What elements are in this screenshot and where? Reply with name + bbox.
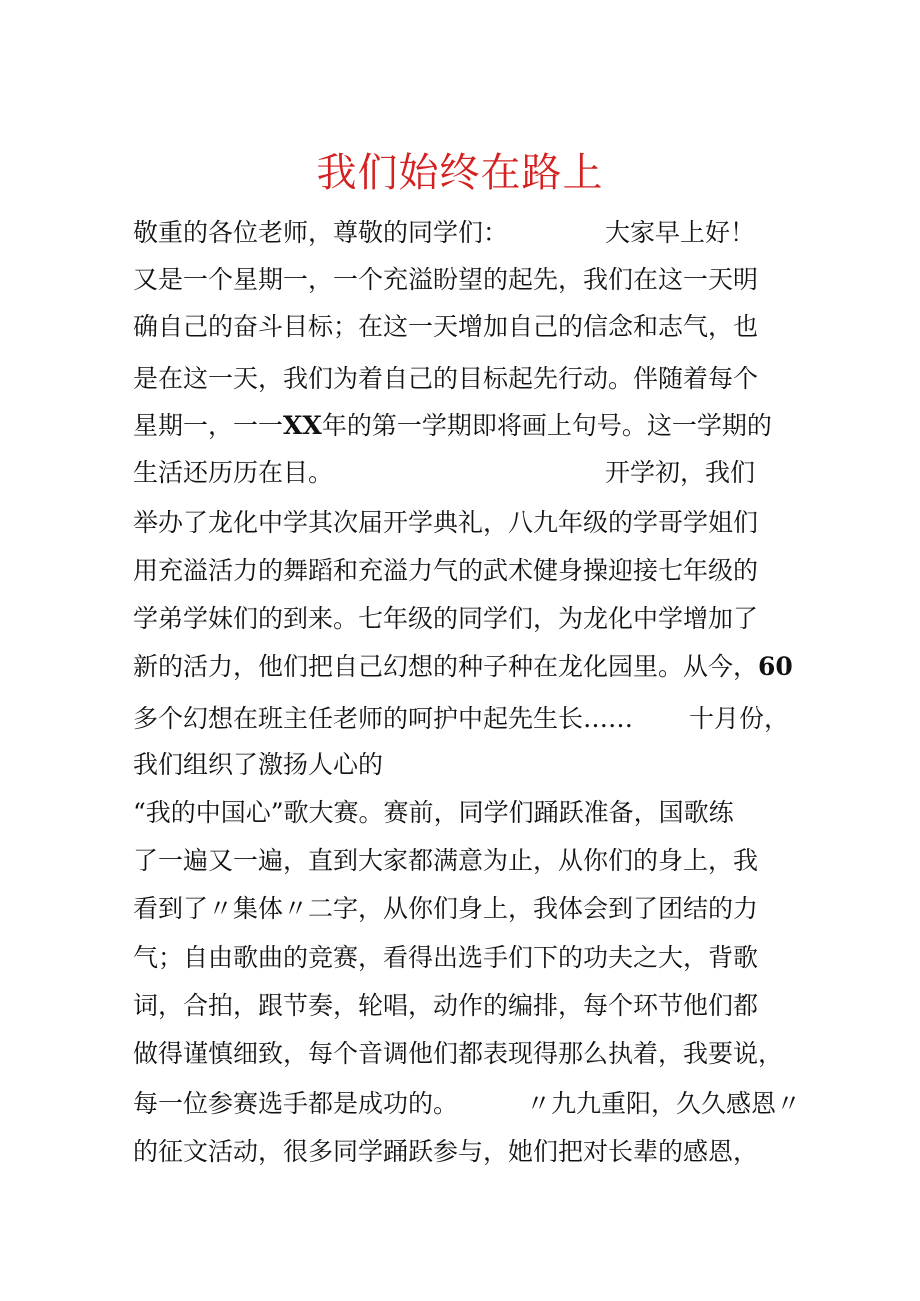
line-text: 词，合拍，跟节奏，轮唱，动作的编排，每个环节他们都 <box>133 991 759 1020</box>
paragraph-line <box>133 361 758 397</box>
line-text: 新的活力，他们把自己幻想的种子种在龙化园里。从今， <box>133 652 759 681</box>
line-text: 我们组织了激扬人心的 <box>133 750 384 779</box>
document-title: 我们始终在路上 <box>316 150 604 196</box>
line-text: 举办了龙化中学其次届开学典礼，八九年级的学哥学姐们 <box>133 508 759 537</box>
paragraph-line <box>133 408 772 444</box>
line-text: 的征文活动，很多同学踊跃参与，她们把对长辈的感恩， <box>133 1137 759 1166</box>
line-text: 又是一个星期一，一个充溢盼望的起先，我们在这一天明 <box>133 265 759 294</box>
line-text: 每一位参赛选手都是成功的。 <box>133 1089 459 1118</box>
line-text: 学弟学妹们的到来。七年级的同学们，为龙化中学增加了 <box>133 604 759 633</box>
paragraph-line <box>133 843 758 879</box>
line-text: 敬重的各位老师，尊敬的同学们： <box>133 218 509 247</box>
paragraph-line <box>133 1036 783 1072</box>
line-text: 用充溢活力的舞蹈和充溢力气的武术健身操迎接七年级的 <box>133 556 759 585</box>
paragraph-line <box>133 601 758 637</box>
paragraph-line <box>133 505 758 541</box>
paragraph-line <box>133 1086 802 1122</box>
paragraph-line <box>133 1134 758 1170</box>
line-text: 看到了〃集体〃二字，从你们身上，我体会到了团结的力 <box>133 894 759 923</box>
line-text: 了一遍又一遍，直到大家都满意为止，从你们的身上，我 <box>133 846 759 875</box>
paragraph-line <box>133 988 758 1024</box>
paragraph-line <box>133 891 758 927</box>
line-text: 星期一，一一 <box>133 411 284 440</box>
line-text-cont: 年的第一学期即将画上句号。这一学期的 <box>321 411 772 440</box>
paragraph-line <box>133 215 756 251</box>
line-text: 多个幻想在班主任老师的呵护中起先生长…… <box>133 704 634 733</box>
year-placeholder: XX <box>283 411 322 440</box>
line-text-right: 〃九九重阳，久久感恩〃 <box>526 1089 802 1118</box>
line-text-right: 大家早上好！ <box>605 218 756 247</box>
paragraph-line <box>133 553 758 589</box>
paragraph-line <box>133 455 756 491</box>
paragraph-line <box>133 262 758 298</box>
line-text-right: 开学初，我们 <box>605 458 756 487</box>
paragraph-line <box>133 795 734 831</box>
line-text: 气；自由歌曲的竞赛，看得出选手们下的功夫之大，背歌 <box>133 943 759 972</box>
paragraph-line <box>133 701 790 737</box>
line-text: 是在这一天，我们为着自己的目标起先行动。伴随着每个 <box>133 364 759 393</box>
paragraph-line <box>133 309 758 345</box>
count-number: 60 <box>758 652 793 681</box>
line-text: 确自己的奋斗目标；在这一天增加自己的信念和志气，也 <box>133 312 759 341</box>
line-text: “我的中国心”歌大赛。赛前，同学们踊跃准备，国歌练 <box>133 798 734 827</box>
line-text: 做得谨慎细致，每个音调他们都表现得那么执着，我要说， <box>133 1039 784 1068</box>
paragraph-line <box>133 940 758 976</box>
paragraph-line <box>133 747 383 783</box>
paragraph-line <box>133 649 793 685</box>
line-text: 生活还历历在目。 <box>133 458 334 487</box>
line-text-right: 十月份， <box>689 704 790 733</box>
